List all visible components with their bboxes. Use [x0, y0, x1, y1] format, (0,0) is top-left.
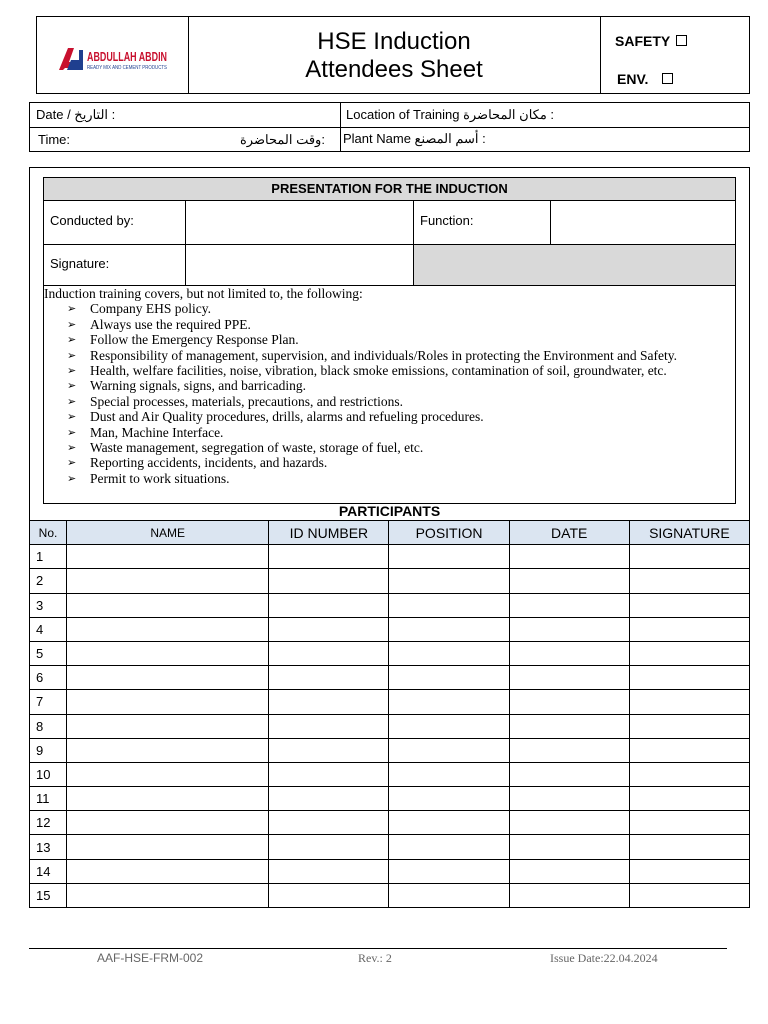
column-header: No.	[30, 521, 67, 545]
table-cell[interactable]	[389, 883, 509, 907]
table-row	[30, 835, 750, 859]
function-input[interactable]	[551, 202, 735, 244]
category-checkboxes	[601, 17, 749, 93]
topic-text: Company EHS policy.	[90, 301, 211, 317]
topic-item	[67, 471, 735, 486]
signature-shaded-cell	[414, 245, 735, 285]
row-number: 12	[30, 811, 67, 835]
topic-item	[67, 455, 735, 470]
function-label: Function:	[420, 213, 474, 228]
topic-text: Health, welfare facilities, noise, vibration, black smoke emissions, contamination of soil, groundwater, etc.	[90, 363, 667, 379]
row-number: 3	[30, 593, 67, 617]
table-cell[interactable]	[629, 762, 749, 786]
participants-header-row	[30, 521, 750, 545]
table-cell[interactable]	[629, 641, 749, 665]
table-cell[interactable]	[269, 835, 389, 859]
footer-divider	[29, 948, 727, 949]
table-cell[interactable]	[389, 835, 509, 859]
table-cell[interactable]	[67, 835, 269, 859]
table-cell[interactable]	[509, 738, 629, 762]
safety-option[interactable]	[615, 33, 687, 49]
table-cell[interactable]	[269, 569, 389, 593]
row-number: 4	[30, 617, 67, 641]
table-cell[interactable]	[509, 714, 629, 738]
table-cell[interactable]	[67, 762, 269, 786]
table-row	[30, 859, 750, 883]
table-cell[interactable]	[629, 835, 749, 859]
topic-item	[67, 378, 735, 393]
topic-text: Permit to work situations.	[90, 470, 230, 486]
table-cell[interactable]	[389, 545, 509, 569]
table-cell[interactable]	[389, 787, 509, 811]
column-header: POSITION	[389, 521, 509, 545]
safety-label: SAFETY	[615, 33, 671, 49]
table-cell[interactable]	[509, 593, 629, 617]
table-cell[interactable]	[509, 617, 629, 641]
topic-text: Special processes, materials, precautions, and restrictions.	[90, 393, 404, 409]
table-row	[30, 714, 750, 738]
table-row	[30, 690, 750, 714]
table-cell[interactable]	[67, 666, 269, 690]
table-cell[interactable]	[629, 666, 749, 690]
time-field[interactable]: Time:	[38, 132, 71, 147]
table-cell[interactable]	[629, 787, 749, 811]
table-cell[interactable]	[629, 690, 749, 714]
table-cell[interactable]	[629, 738, 749, 762]
safety-checkbox[interactable]	[676, 35, 687, 46]
presentation-title: PRESENTATION FOR THE INDUCTION	[44, 178, 735, 201]
plant-name-field[interactable]: Plant Name أسم المصنع :	[343, 131, 486, 146]
table-cell[interactable]	[67, 883, 269, 907]
topic-text: Man, Machine Interface.	[90, 424, 224, 440]
table-row	[30, 617, 750, 641]
arrow-bullet-icon: ➢	[67, 441, 77, 455]
table-row	[30, 883, 750, 907]
table-cell[interactable]	[389, 690, 509, 714]
table-row	[30, 545, 750, 569]
arrow-bullet-icon: ➢	[67, 379, 77, 393]
signature-input[interactable]	[186, 245, 413, 285]
row-number: 1	[30, 545, 67, 569]
table-cell[interactable]	[509, 666, 629, 690]
table-cell[interactable]	[509, 545, 629, 569]
column-header: NAME	[67, 521, 269, 545]
table-cell[interactable]	[509, 762, 629, 786]
row-number: 2	[30, 569, 67, 593]
table-cell[interactable]	[509, 859, 629, 883]
table-cell[interactable]	[509, 641, 629, 665]
table-cell[interactable]	[389, 859, 509, 883]
table-cell[interactable]	[269, 859, 389, 883]
table-cell[interactable]	[389, 641, 509, 665]
topic-item	[67, 363, 735, 378]
table-cell[interactable]	[67, 787, 269, 811]
arrow-bullet-icon: ➢	[67, 394, 77, 408]
table-cell[interactable]	[509, 811, 629, 835]
revision: Rev.: 2	[358, 951, 392, 965]
arrow-bullet-icon: ➢	[67, 425, 77, 439]
date-field[interactable]: Date / التاريخ :	[36, 107, 116, 122]
table-cell[interactable]	[629, 593, 749, 617]
topic-text: Reporting accidents, incidents, and hazards.	[90, 455, 328, 471]
title-line-2: Attendees Sheet	[305, 56, 483, 83]
signature-label: Signature:	[50, 256, 110, 271]
table-cell[interactable]	[269, 811, 389, 835]
arrow-bullet-icon: ➢	[67, 302, 77, 316]
topic-item	[67, 440, 735, 455]
table-cell[interactable]	[269, 738, 389, 762]
topic-text: Follow the Emergency Response Plan.	[90, 332, 299, 348]
topic-item	[67, 348, 735, 363]
topic-item	[67, 317, 735, 332]
table-cell[interactable]	[67, 641, 269, 665]
logo-subtitle: READY MIX AND CEMENT PRODUCTS	[87, 65, 168, 71]
row-number: 7	[30, 690, 67, 714]
table-cell[interactable]	[269, 666, 389, 690]
conducted-by-input[interactable]	[186, 202, 413, 244]
topic-item	[67, 301, 735, 316]
session-info-grid	[29, 102, 750, 152]
table-cell[interactable]	[389, 617, 509, 641]
table-cell[interactable]	[67, 811, 269, 835]
table-cell[interactable]	[389, 593, 509, 617]
issue-date: Issue Date:22.04.2024	[550, 951, 658, 965]
table-cell[interactable]	[67, 859, 269, 883]
table-row	[30, 738, 750, 762]
arrow-bullet-icon: ➢	[67, 317, 77, 331]
arrow-bullet-icon: ➢	[67, 348, 77, 362]
topic-text: Always use the required PPE.	[90, 316, 251, 332]
conducted-by-label: Conducted by:	[50, 213, 134, 228]
table-cell[interactable]	[269, 641, 389, 665]
table-cell[interactable]	[389, 762, 509, 786]
table-cell[interactable]	[269, 593, 389, 617]
row-number: 10	[30, 762, 67, 786]
topic-item	[67, 425, 735, 440]
topic-text: Warning signals, signs, and barricading.	[90, 378, 306, 394]
row-number: 15	[30, 883, 67, 907]
row-number: 8	[30, 714, 67, 738]
time-arabic-label: وقت المحاضرة:	[240, 132, 325, 147]
row-number: 9	[30, 738, 67, 762]
table-cell[interactable]	[629, 811, 749, 835]
table-cell[interactable]	[629, 569, 749, 593]
topic-text: Waste management, segregation of waste, storage of fuel, etc.	[90, 440, 424, 456]
table-cell[interactable]	[629, 859, 749, 883]
topic-text: Dust and Air Quality procedures, drills, alarms and refueling procedures.	[90, 409, 484, 425]
table-cell[interactable]	[269, 787, 389, 811]
row-number: 13	[30, 835, 67, 859]
row-number: 6	[30, 666, 67, 690]
column-header: ID NUMBER	[269, 521, 389, 545]
topic-item	[67, 394, 735, 409]
table-row	[30, 666, 750, 690]
participants-title: PARTICIPANTS	[338, 503, 441, 519]
table-cell[interactable]	[509, 690, 629, 714]
env-checkbox[interactable]	[662, 73, 673, 84]
table-cell[interactable]	[629, 545, 749, 569]
row-number: 5	[30, 641, 67, 665]
title-line-1: HSE Induction	[317, 28, 471, 55]
table-cell[interactable]	[509, 569, 629, 593]
topic-item	[67, 332, 735, 347]
topic-text: Responsibility of management, supervision, and individuals/Roles in protecting the Environment and Safety.	[90, 347, 678, 363]
table-cell[interactable]	[389, 714, 509, 738]
arrow-bullet-icon: ➢	[67, 471, 77, 485]
table-cell[interactable]	[389, 811, 509, 835]
presentation-box	[43, 177, 736, 504]
company-logo	[59, 46, 169, 74]
form-code: AAF-HSE-FRM-002	[97, 951, 204, 965]
table-cell[interactable]	[67, 593, 269, 617]
table-row	[30, 569, 750, 593]
arrow-bullet-icon: ➢	[67, 364, 77, 378]
topics-intro: Induction training covers, but not limited to, the following:	[44, 286, 363, 301]
row-number: 14	[30, 859, 67, 883]
table-cell[interactable]	[67, 569, 269, 593]
table-cell[interactable]	[67, 738, 269, 762]
table-cell[interactable]	[269, 883, 389, 907]
arrow-bullet-icon: ➢	[67, 410, 77, 424]
table-cell[interactable]	[389, 569, 509, 593]
table-row	[30, 762, 750, 786]
row-number: 11	[30, 787, 67, 811]
table-cell[interactable]	[509, 883, 629, 907]
page-title	[188, 17, 601, 93]
document-header	[36, 16, 750, 94]
table-cell[interactable]	[509, 835, 629, 859]
table-cell[interactable]	[67, 714, 269, 738]
table-cell[interactable]	[389, 738, 509, 762]
table-cell[interactable]	[629, 714, 749, 738]
topic-item	[67, 409, 735, 424]
table-row	[30, 641, 750, 665]
table-cell[interactable]	[67, 545, 269, 569]
table-cell[interactable]	[389, 666, 509, 690]
table-cell[interactable]	[269, 617, 389, 641]
table-cell[interactable]	[269, 714, 389, 738]
env-label: ENV.	[617, 71, 649, 87]
table-cell[interactable]	[629, 883, 749, 907]
location-field[interactable]: Location of Training مكان المحاضرة :	[346, 107, 555, 122]
table-cell[interactable]	[509, 787, 629, 811]
env-option[interactable]	[617, 71, 673, 87]
table-cell[interactable]	[67, 617, 269, 641]
induction-topics	[44, 286, 735, 486]
table-cell[interactable]	[629, 617, 749, 641]
arrow-bullet-icon: ➢	[67, 456, 77, 470]
arrow-bullet-icon: ➢	[67, 333, 77, 347]
table-cell[interactable]	[67, 690, 269, 714]
table-cell[interactable]	[269, 690, 389, 714]
table-row	[30, 811, 750, 835]
table-row	[30, 787, 750, 811]
table-cell[interactable]	[269, 545, 389, 569]
logo-name: ABDULLAH ABDIN	[87, 50, 167, 64]
participants-table	[29, 520, 750, 908]
column-header: DATE	[509, 521, 629, 545]
table-cell[interactable]	[269, 762, 389, 786]
topics-list	[44, 301, 735, 486]
logo-cell	[37, 17, 189, 93]
column-header: SIGNATURE	[629, 521, 749, 545]
table-row	[30, 593, 750, 617]
